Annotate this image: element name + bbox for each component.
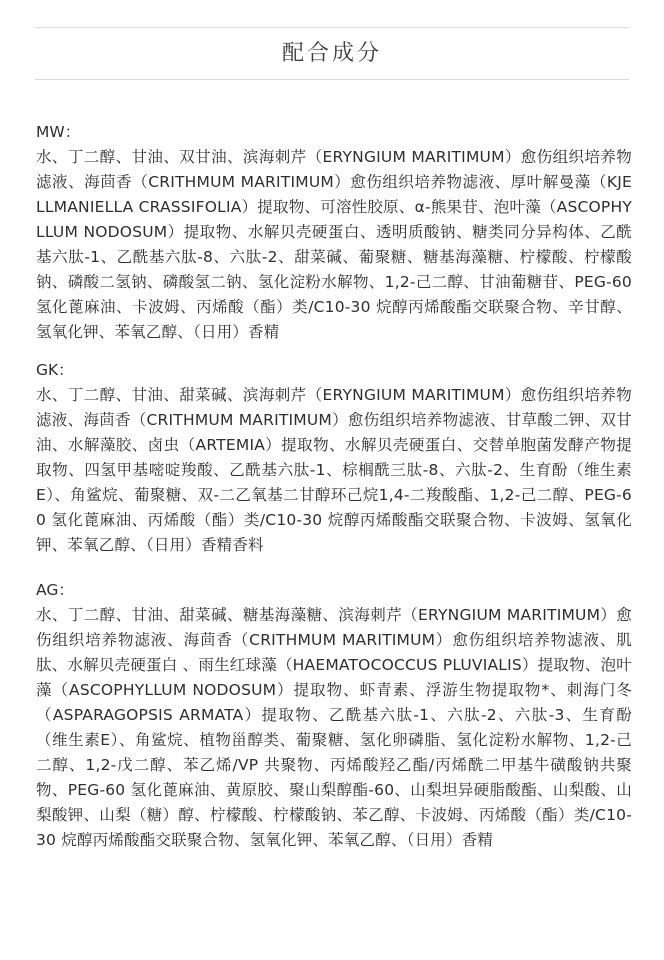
section-label: MW： — [36, 123, 81, 141]
section-label: AG： — [36, 581, 74, 599]
ingredients-section-gk — [36, 358, 632, 558]
section-label: GK： — [36, 361, 74, 379]
header-top-divider — [35, 27, 629, 28]
ingredient-list: 水、丁二醇、甘油、甜菜碱、糖基海藻糖、滨海刺芹（ERYNGIUM MARITIMUM）愈伤组织培养物滤液、海茴香（CRITHMUM MARITIMUM）愈伤组织培养物滤液、肌肽、水解贝壳硬蛋白 、雨生红球藻（HAEMATOCOCCUS PLUVIALIS）提取物、泡叶藻（ASCOPHYLLUM NODOSUM）提取物、虾青素、浮游生物提取物*、刺海门冬（ASPARAGOPSIS ARMATA）提取物、乙酰基六肽-1、六肽-2、六肽-3、生育酚（维生素E）、角鲨烷、植物甾醇类、葡聚糖、氢化卵磷脂、氢化淀粉水解物、1,2-己二醇、1,2-戊二醇、苯乙烯/VP 共聚物、丙烯酸羟乙酯/丙烯酰二甲基牛磺酸钠共聚物、PEG-60 氢化蓖麻油、黄原胶、聚山梨醇酯-60、山梨坦异硬脂酸酯、山梨酸、山梨酸钾、山梨（糖）醇、柠檬酸、柠檬酸钠、苯乙醇、卡波姆、丙烯酸（酯）类/C10-30 烷醇丙烯酸酯交联聚合物、氢氧化钾、苯氧乙醇、（日用）香精 — [36, 606, 632, 849]
ingredients-section-mw — [36, 120, 632, 345]
page-title: 配合成分 — [281, 41, 382, 66]
header-bottom-divider — [35, 79, 629, 80]
ingredient-list: 水、丁二醇、甘油、甜菜碱、滨海刺芹（ERYNGIUM MARITIMUM）愈伤组织培养物滤液、海茴香（CRITHMUM MARITIMUM）愈伤组织培养物滤液、甘草酸二钾、双甘油、水解藻胶、卤虫（ARTEMIA）提取物、水解贝壳硬蛋白、交替单胞菌发酵产物提取物、四氢甲基嘧啶羧酸、乙酰基六肽-1、棕榈酰三肽-8、六肽-2、生育酚（维生素E）、角鲨烷、葡聚糖、双-二乙氧基二甘醇环己烷1,4-二羧酸酯、1,2-己二醇、PEG-60 氢化蓖麻油、丙烯酸（酯）类/C10-30 烷醇丙烯酸酯交联聚合物、卡波姆、氢氧化钾、苯氧乙醇、（日用）香精香料 — [36, 386, 632, 554]
ingredient-list: 水、丁二醇、甘油、双甘油、滨海刺芹（ERYNGIUM MARITIMUM）愈伤组织培养物滤液、海茴香（CRITHMUM MARITIMUM）愈伤组织培养物滤液、厚叶解曼藻（KJELLMANIELLA CRASSIFOLIA）提取物、可溶性胶原、α-熊果苷、泡叶藻（ASCOPHYLLUM NODOSUM）提取物、水解贝壳硬蛋白、透明质酸钠、糖类同分异构体、乙酰基六肽-1、乙酰基六肽-8、六肽-2、甜菜碱、葡聚糖、糖基海藻糖、柠檬酸、柠檬酸钠、磷酸二氢钠、磷酸氢二钠、氢化淀粉水解物、1,2-己二醇、甘油葡糖苷、PEG-60氢化蓖麻油、卡波姆、丙烯酸（酯）类/C10-30 烷醇丙烯酸酯交联聚合物、辛甘醇、氢氧化钾、苯氧乙醇、（日用）香精 — [36, 148, 632, 341]
ingredients-section-ag — [36, 578, 632, 853]
